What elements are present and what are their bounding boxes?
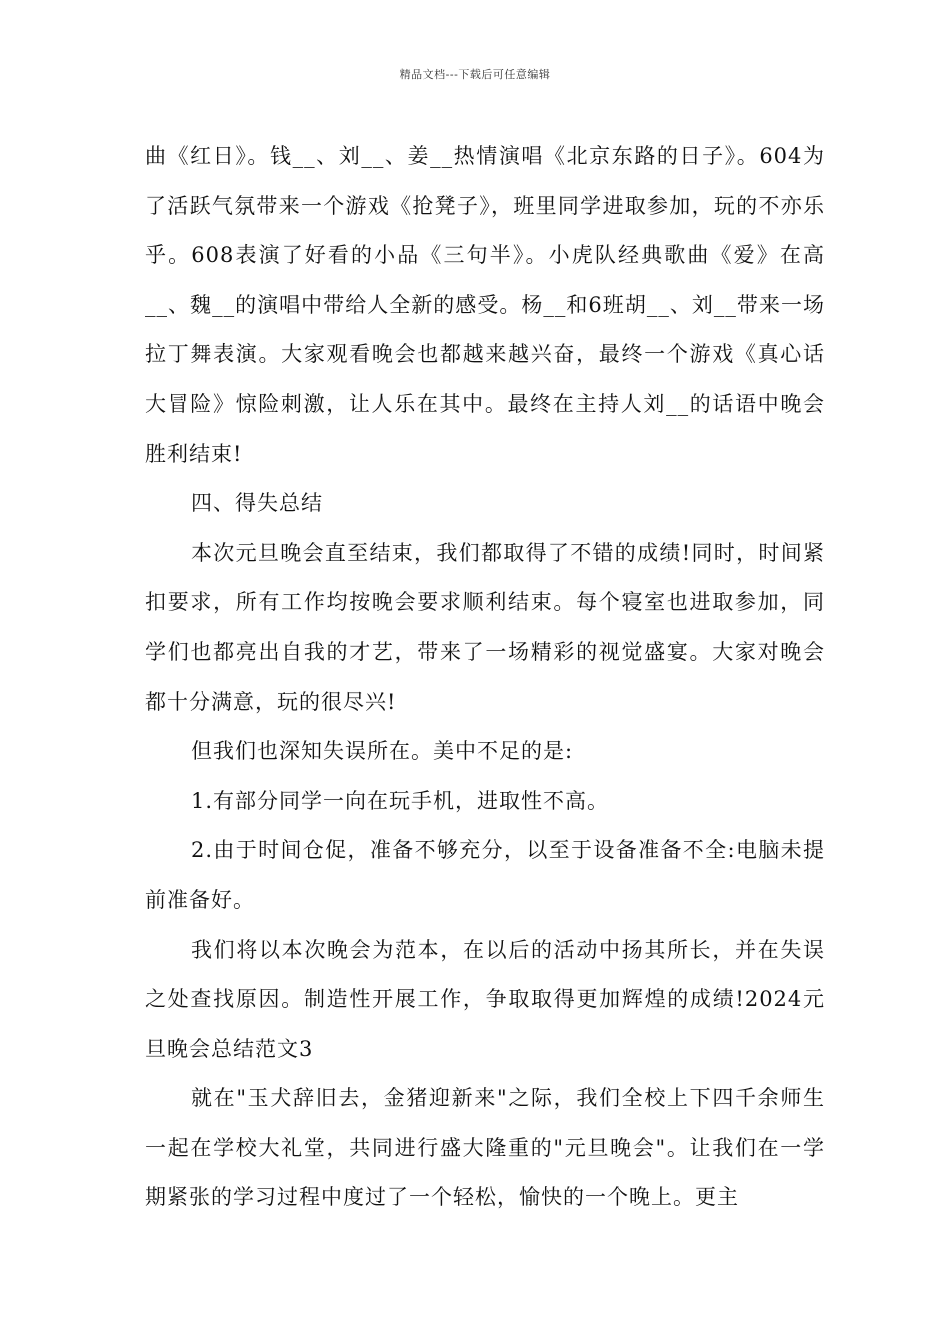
- paragraph-new-article: 就在"玉犬辞旧去，金猪迎新来"之际，我们全校上下四千余师生一起在学校大礼堂，共同进行盛大隆重的"元旦晚会"。让我们在一学期紧张的学习过程中度过了一个轻松，愉快的一个晚上。更主: [145, 1086, 825, 1210]
- paragraph-conclusion: 我们将以本次晚会为范本，在以后的活动中扬其所长，并在失误之处查找原因。制造性开展工作，争取取得更加辉煌的成绩!2024元旦晚会总结范文3: [145, 937, 825, 1061]
- paragraph-shortcomings-intro: 但我们也深知失误所在。美中不足的是:: [191, 739, 574, 764]
- list-item-2: 2.由于时间仓促，准备不够充分，以至于设备准备不全:电脑未提前准备好。: [145, 838, 825, 912]
- document-body: [145, 132, 825, 1223]
- paragraph-performances: 曲《红日》。钱__、刘__、姜__热情演唱《北京东路的日子》。604为了活跃气氛带来一个游戏《抢凳子》，班里同学进取参加，玩的不亦乐乎。608表演了好看的小品《三句半》。小虎队经典歌曲《爱》在高__、魏__的演唱中带给人全新的感受。杨__和6班胡__、刘__带来一场拉丁舞表演。大家观看晚会也都越来越兴奋，最终一个游戏《真心话大冒险》惊险刺激，让人乐在其中。最终在主持人刘__的话语中晚会胜利结束!: [145, 144, 825, 466]
- page-header: 精品文档---下载后可任意编辑: [399, 68, 551, 81]
- list-item-1: 1.有部分同学一向在玩手机，进取性不高。: [191, 788, 610, 813]
- section-heading-summary: 四、得失总结: [191, 491, 323, 516]
- paragraph-results: 本次元旦晚会直至结束，我们都取得了不错的成绩!同时，时间紧扣要求，所有工作均按晚会要求顺利结束。每个寝室也进取参加，同学们也都亮出自我的才艺，带来了一场精彩的视觉盛宴。大家对晚会都十分满意，玩的很尽兴!: [145, 540, 825, 714]
